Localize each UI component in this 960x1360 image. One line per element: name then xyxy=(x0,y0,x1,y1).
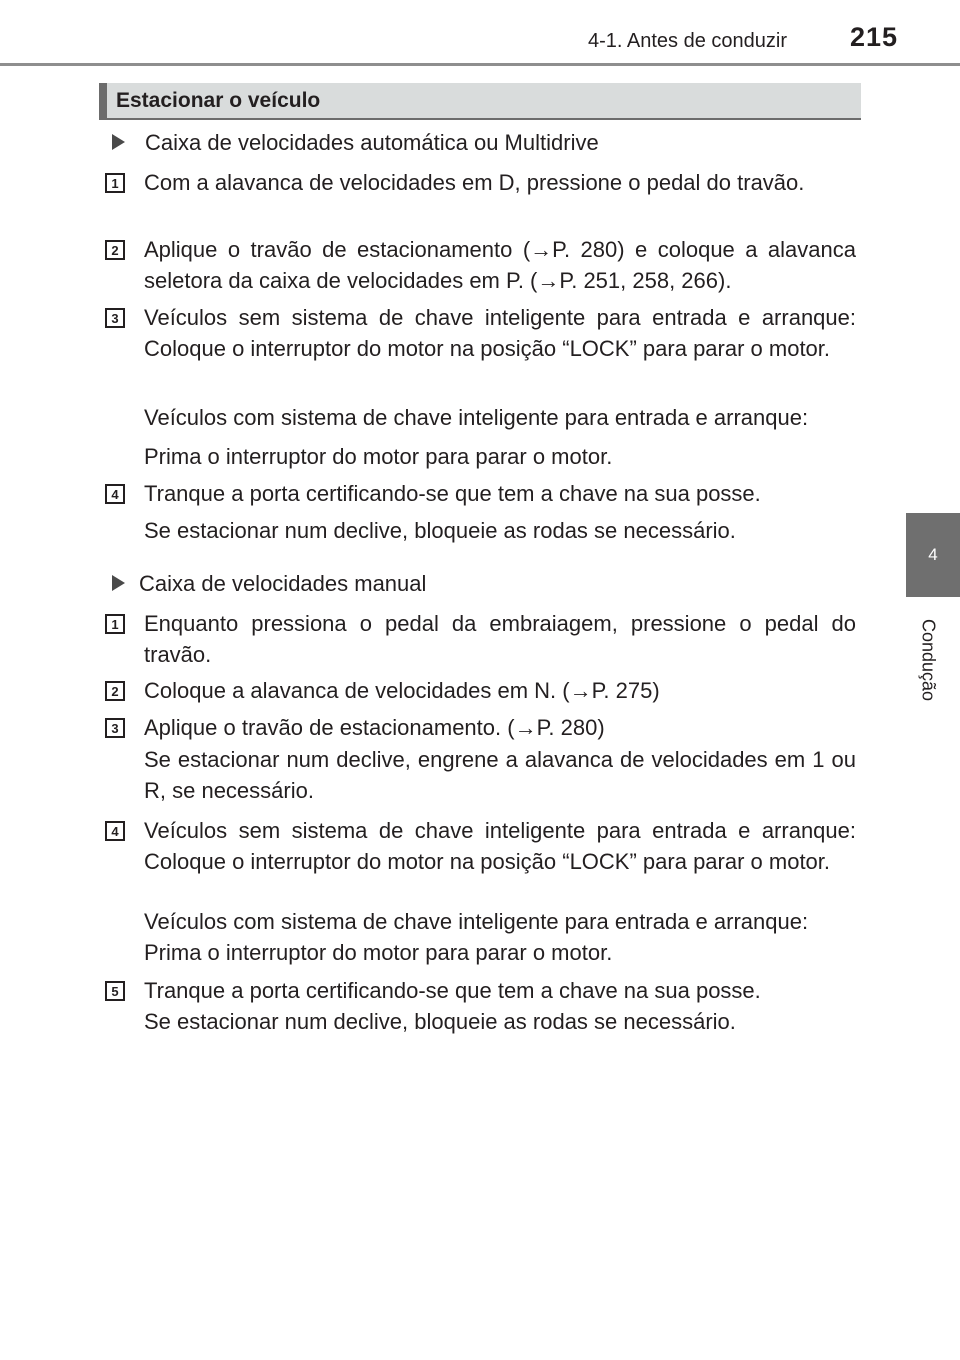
step-note: Veículos com sistema de chave inteligente para entrada e arranque: xyxy=(144,405,809,430)
step-text: Tranque a porta certificando-se que tem a chave na sua posse. xyxy=(144,978,761,1003)
subheading-manual: Caixa de velocidades manual xyxy=(112,567,426,600)
step-note: Veículos com sistema de chave inteligente para entrada e arranque: xyxy=(144,909,809,934)
header-divider xyxy=(0,63,960,66)
step-number-badge: 4 xyxy=(105,821,125,841)
triangle-bullet-icon xyxy=(112,575,125,591)
triangle-bullet-icon xyxy=(112,134,125,150)
step-number-badge: 2 xyxy=(105,681,125,701)
page-number: 215 xyxy=(850,22,899,52)
section-title-bar xyxy=(99,83,861,120)
step-note: Prima o interruptor do motor para parar o motor. xyxy=(144,444,613,469)
step-text: Veículos sem sistema de chave inteligente para entrada e arranque: Coloque o interruptor do motor na posição “LOCK” para parar o motor. xyxy=(144,305,856,361)
step-note: Se estacionar num declive, engrene a alavanca de velocidades em 1 ou R, se necessário. xyxy=(144,747,856,803)
step-note: Prima o interruptor do motor para parar o motor. xyxy=(144,940,613,965)
step-text: Coloque a alavanca de velocidades em N. (→P. 275) xyxy=(144,678,660,703)
title-accent-bar xyxy=(99,83,107,118)
section-title: Estacionar o veículo xyxy=(116,89,321,112)
step-number-badge: 4 xyxy=(105,484,125,504)
section-reference: 4-1. Antes de conduzir xyxy=(588,30,788,52)
step-text: Com a alavanca de velocidades em D, pressione o pedal do travão. xyxy=(144,170,805,195)
step-text: Aplique o travão de estacionamento (→P. 280) e coloque a alavanca seletora da caixa de velocidades em P. (→P. 251, 258, 266). xyxy=(144,237,856,293)
chapter-label xyxy=(908,600,948,720)
step-text: Tranque a porta certificando-se que tem a chave na sua posse. xyxy=(144,481,761,506)
step-number-badge: 1 xyxy=(105,614,125,634)
step-text: Veículos sem sistema de chave inteligente para entrada e arranque: Coloque o interruptor do motor na posição “LOCK” para parar o motor. xyxy=(144,818,856,874)
step-number-badge: 3 xyxy=(105,718,125,738)
step-text: Aplique o travão de estacionamento. (→P. 280) xyxy=(144,715,605,740)
page-header xyxy=(0,0,960,70)
step-note: Se estacionar num declive, bloqueie as rodas se necessário. xyxy=(144,518,736,543)
chapter-label-text: Condução xyxy=(918,618,939,702)
step-number-badge: 5 xyxy=(105,981,125,1001)
chapter-tab[interactable]: 4 xyxy=(906,513,960,597)
step-number-badge: 2 xyxy=(105,240,125,260)
step-number-badge: 1 xyxy=(105,173,125,193)
step-number-badge: 3 xyxy=(105,308,125,328)
step-note: Se estacionar num declive, bloqueie as rodas se necessário. xyxy=(144,1009,736,1034)
subheading-automatic: Caixa de velocidades automática ou Multidrive xyxy=(112,126,599,159)
step-text: Enquanto pressiona o pedal da embraiagem, pressione o pedal do travão. xyxy=(144,611,856,667)
